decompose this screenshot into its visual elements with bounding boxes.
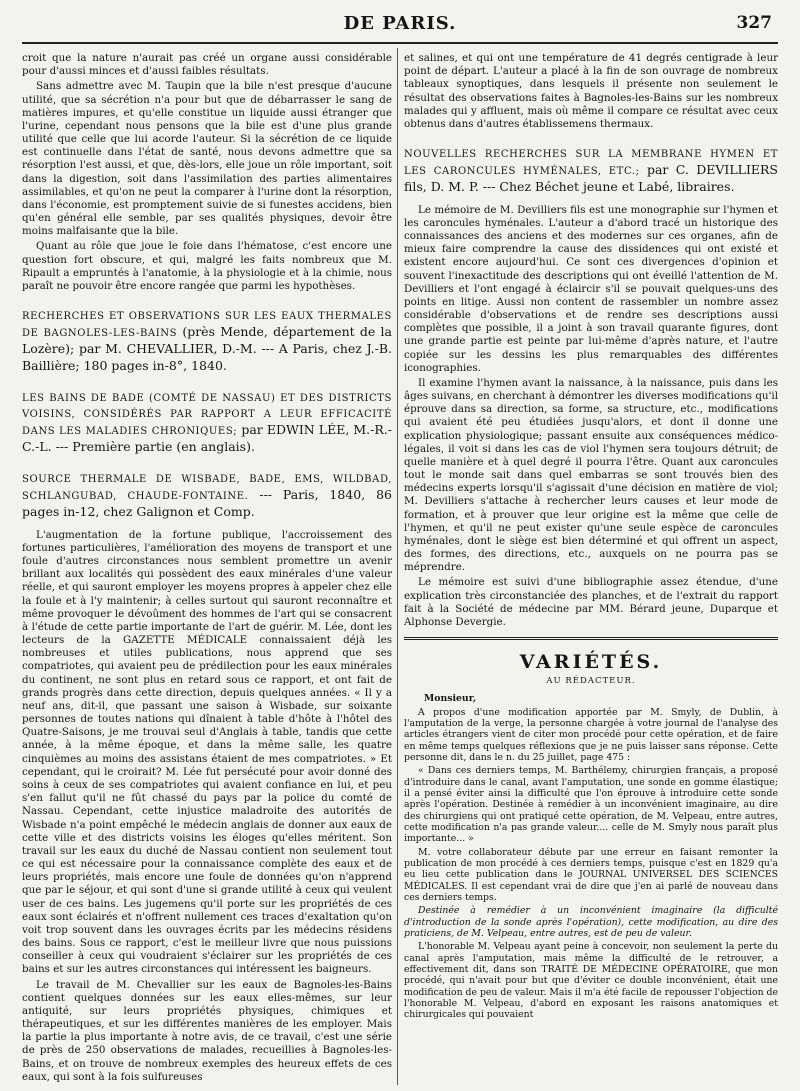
header-rule xyxy=(22,42,778,46)
au-redacteur-subheading: AU RÉDACTEUR. xyxy=(546,676,636,687)
letter-paragraph-4-text: Destinée à remédier à un inconvénient imaginaire (la difficulté d'introduction de la sonde après l'opération), cette modification, au dire des praticiens, de M. Velpeau, entre autres, est de peu de valeur. xyxy=(404,905,778,939)
page-header xyxy=(0,0,800,42)
letter-body xyxy=(404,693,778,1020)
letter-paragraph-5: L'honorable M. Velpeau ayant peine à concevoir, non seulement la perte du canal après l'amputation, mais même la difficulté de le retrouver, a effectivement dit, dans son TRAITÉ DE MÉDECINE OPÉRATOIRE, que mon procédé, qui n'avait pour but que d'éviter ce double inconvénient, était une modification de peu de valeur. Mais il m'a été facile de repousser l'objection de l'honorable M. Velpeau, d'abord en exposant les raisons anatomiques et chirurgicales qui pouvaient xyxy=(404,941,778,1021)
left-paragraph-2: Sans admettre avec M. Taupin que la bile n'est presque d'aucune utilité, que sa sécrétion n'a pour but que de débarrasser le sang de matières impures, et qu'elle constitue un liquide aussi étranger que l'urine, cependant nous pensons que la bile est d'une plus grande utilité que celle que lui acorde l'auteur. Si la sécrétion de ce liquide est continuelle dans l'état de santé, nous devons admettre que sa résorption l'est aussi, et que, dès-lors, elle joue un rôle important, soit dans la digestion, soit dans l'assimilation des parties alimentaires assimilables, et qu'on ne peut la comparer à l'urine dont la résorption, dans l'économie, est promptement suivie de si funestes accidens, bien qu'en général elle semble, par ses qualités physiques, devoir être moins malfaisante que la bile. xyxy=(22,80,392,238)
right-paragraph-3: Il examine l'hymen avant la naissance, à la naissance, puis dans les âges suivans, en cherchant à démontrer les diverses modifications qu'il éprouve dans sa direction, sa forme, sa structure, etc., modifications qui avaient été peu étudiées jusqu'alors, et dont il donne une explication physiologique; passant ensuite aux conséquences médico-légales, il voit si dans les cas de viol l'hymen sera toujours détruit; de quelle manière et à quel degré il pourra l'être. Quant aux caroncules tout le monde sait dans quel embarras se sont trouvés bien des médecins experts lorsqu'il s'agissait d'une décision en matière de viol; M. Devilliers s'attache à rechercher leurs causes et leur mode de formation, et à prouver que leur origine est la même que celle de l'hymen, et qu'il ne peut exister qu'une seule espèce de caroncules hyménales, dont le siège est bien déterminé et qui offrent un aspect, des formes, des directions, etc., auxquels on ne pourra pas se méprendre. xyxy=(404,376,778,574)
page-number: 327 xyxy=(736,13,772,33)
review-title-hymen xyxy=(404,145,778,196)
letter-paragraph-1: A propos d'une modification apportée par M. Smyly, de Dublin, à l'amputation de la verge, la personne chargée à votre journal de l'analyse des articles étrangers vient de citer mon procédé pour cette opération, et de faire en même temps quelques réflexions que je ne puis laisser sans réponse. Cette personne dit, dans le n. du 25 juillet, page 475 : xyxy=(404,706,778,763)
column-separator xyxy=(397,48,398,1085)
review-title-wisbade xyxy=(22,470,392,521)
varietes-section xyxy=(404,637,778,1020)
running-title: DE PARIS. xyxy=(343,13,457,34)
review-title-bagnoles xyxy=(22,307,392,375)
left-paragraph-3: Quant au rôle que joue le foie dans l'hématose, c'est encore une question fort obscure, et qui, malgré les faits nombreux que M. Ripault a empruntés à l'anatomie, à la physiologie et à la chimie, nous paraît ne pouvoir être encore rangée que parmi les hypothèses. xyxy=(22,240,392,292)
letter-quote: « Dans ces derniers temps, M. Barthélemy, chirurgien français, a proposé d'introduire dans le canal, avant l'amputation, une sonde en gomme élastique; il a pensé éviter ainsi la difficulté que l'on éprouve à introduire cette sonde après l'opération. Destinée à remédier à un inconvénient imaginaire, au dire des chirurgiens qui ont pratiqué cette opération, de M. Velpeau, entre autres, cette modification n'a pas grande valeur.... celle de M. Smyly nous paraît plus importante... » xyxy=(404,765,778,845)
review-title-bade-rest: par EDWIN LÉE, M.-R.-C.-L. --- Première partie (en anglais). xyxy=(22,422,392,455)
left-paragraph-4: L'augmentation de la fortune publique, l'accroissement des fortunes particulières, l'amélioration des moyens de transport et une foule d'autres circonstances nous semblent promettre un avenir brillant aux localités qui possèdent des eaux minérales d'une valeur réelle, et qui sauront employer les moyens propres à appeler chez elle la foule et à l'y maintenir; à celles surtout qui sauront reconnaître et même provoquer le dévoûment des hommes de l'art qui se consacrent à l'étude de cette partie importante de l'art de guérir. M. Lée, dont les lecteurs de la GAZETTE MÉDICALE connaissaient déjà les nombreuses et utiles publications, nous apprend que ses compatriotes, qui avaient peu de prédilection pour les eaux minérales du continent, ne sont plus en retard sous ce rapport, et ont fait de grands progrès dans cette direction, depuis quelques années. « Il y a neuf ans, dit-il, que passant une saison à Wisbade, sur soixante personnes de toutes nations qui dînaient à table d'hôte à l'hôtel des Quatre-Saisons, je me trouvai seul d'Anglais à table, tandis que cette année, à la même époque, et dans la même salle, les quatre cinquièmes au moins des assistans étaient de mes compatriotes. » Et cependant, qui le croirait? M. Lée fut persécuté pour avoir donné des soins à ceux de ses compatriotes qui avaient confiance en lui, et peu s'en fallut qu'il ne fût chassé du pays par la police du comté de Nassau. Cependant, cette injustice maladroite des autorités de Wisbade n'a point empêché le médecin anglais de donner aux eaux de cette ville et des districts voisins les éloges qu'elles méritent. Son travail sur les eaux du duché de Nassau contient non seulement tout ce qui est nécessaire pour la connaissance complète des eaux et de leurs propriétés, mais encore une foule de données qu'on n'apprend que par le séjour, et qui sont d'une si grande utilité à ceux qui veulent user de ces bains. Les jugemens qu'il porte sur les propriétés de ces eaux sont éclairés et n'offrent nullement ces traces d'exaltation qu'on voit trop souvent dans les ouvrages écrits par les médecins résidens des bains. Sous ce rapport, c'est le meilleur livre que nous puissions conseiller à ceux qui voudraient s'éclairer sur les propriétés de ces bains et sur les autres circonstances qui intéressent les baigneurs. xyxy=(22,528,392,976)
review-title-hymen-rest: par C. DEVILLIERS fils, D. M. P. --- Chez Béchet jeune et Labé, libraires. xyxy=(404,161,778,194)
review-title-bagnoles-caps: RECHERCHES ET OBSERVATIONS SUR LES EAUX THERMALES DE BAGNOLES-LES-BAINS xyxy=(22,311,392,339)
review-title-wisbade-rest: --- Paris, 1840, 86 pages in-12, chez Galignon et Comp. xyxy=(22,486,392,519)
left-paragraph-1: croit que la nature n'aurait pas créé un organe aussi considérable pour d'aussi minces et d'aussi faibles résultats. xyxy=(22,52,392,78)
review-title-wisbade-caps: SOURCE THERMALE DE WISBADE, BADE, EMS, WILDBAD, SCHLANGUBAD, CHAUDE-FONTAINE. xyxy=(22,474,392,502)
letter-paragraph-3: M. votre collaborateur débute par une erreur en faisant remonter la publication de mon procédé à ces derniers temps, puisque c'est en 1829 qu'a eu lieu cette publication dans le JOURNAL UNIVERSEL DES SCIENCES MÉDICALES. Il est cependant vrai de dire que j'en ai parlé de nouveau dans ces derniers temps. xyxy=(404,846,778,903)
right-paragraph-4: Le mémoire est suivi d'une bibliographie assez étendue, d'une explication très circonstanciée des planches, et de l'extrait du rapport fait à la Société de médecine par MM. Bérard jeune, Duparque et Alphonse Devergie. xyxy=(404,576,778,628)
review-title-bade-caps: LES BAINS DE BADE (COMTÉ DE NASSAU) ET DES DISTRICTS VOISINS, CONSIDÉRÉS PAR RAPPORT A LEUR EFFICACITÉ DANS LES MALADIES CHRONIQUES; xyxy=(22,392,392,438)
letter-paragraph-4 xyxy=(404,905,778,939)
letter-salutation: Monsieur, xyxy=(424,693,477,705)
right-column xyxy=(404,52,778,1085)
left-column xyxy=(22,52,392,1085)
review-title-hymen-caps: NOUVELLES RECHERCHES SUR LA MEMBRANE HYMEN ET LES CARONCULES HYMÉNALES, ETC.; xyxy=(404,149,778,177)
left-paragraph-5: Le travail de M. Chevallier sur les eaux de Bagnoles-les-Bains contient quelques données sur les eaux elles-mêmes, sur leur antiquité, sur leurs propriétés physiques, chimiques et thérapeutiques, et sur les différentes manières de les employer. Mais la partie la plus importante à notre avis, de ce travail, c'est une série de près de 250 observations de malades, recueillies à Bagnoles-les-Bains, et on trouve de nombreux exemples des heureux effets de ces eaux, qui sont à la fois sulfureuses xyxy=(22,978,392,1083)
review-title-bade xyxy=(22,389,392,457)
right-paragraph-2: Le mémoire de M. Devilliers fils est une monographie sur l'hymen et les caroncules hyménales. L'auteur a d'abord tracé un historique des connaissances des anciens et des modernes sur ces organes, afin de mieux faire comprendre la cause des dissidences qui ont existé et existent encore aujourd'hui. Ce sont ces divergences d'opinion et souvent l'inexactitude des descriptions qui ont éveillé l'attention de M. Devilliers et l'ont engagé à éclaircir s'il se pouvait quelques-uns des points en litige. Aussi non content de rassembler un nombre assez considérable d'observations et de rendre ses descriptions aussi complètes que possible, il a joint à son travail quarante figures, dont une grande partie est peinte par lui-même d'après nature, et l'autre copiée sur les dessins les plus remarquables des différentes iconographies. xyxy=(404,203,778,374)
right-paragraph-1: et salines, et qui ont une température de 41 degrés centigrade à leur point de départ. L'auteur a placé à la fin de son ouvrage de nombreux tableaux synoptiques, dans lesquels il présente non seulement le résultat des observations faites à Bagnoles-les-Bains sur les nombreux malades qui y affluent, mais où même il compare ce résultat avec ceux obtenus dans d'autres établissemens thermaux. xyxy=(404,52,778,130)
review-title-bagnoles-rest: (près Mende, département de la Lozère); par M. CHEVALLIER, D.-M. --- A Paris, chez J.-B. Baillière; 180 pages in-8°, 1840. xyxy=(22,323,392,373)
varietes-heading: VARIÉTÉS. xyxy=(519,651,663,674)
